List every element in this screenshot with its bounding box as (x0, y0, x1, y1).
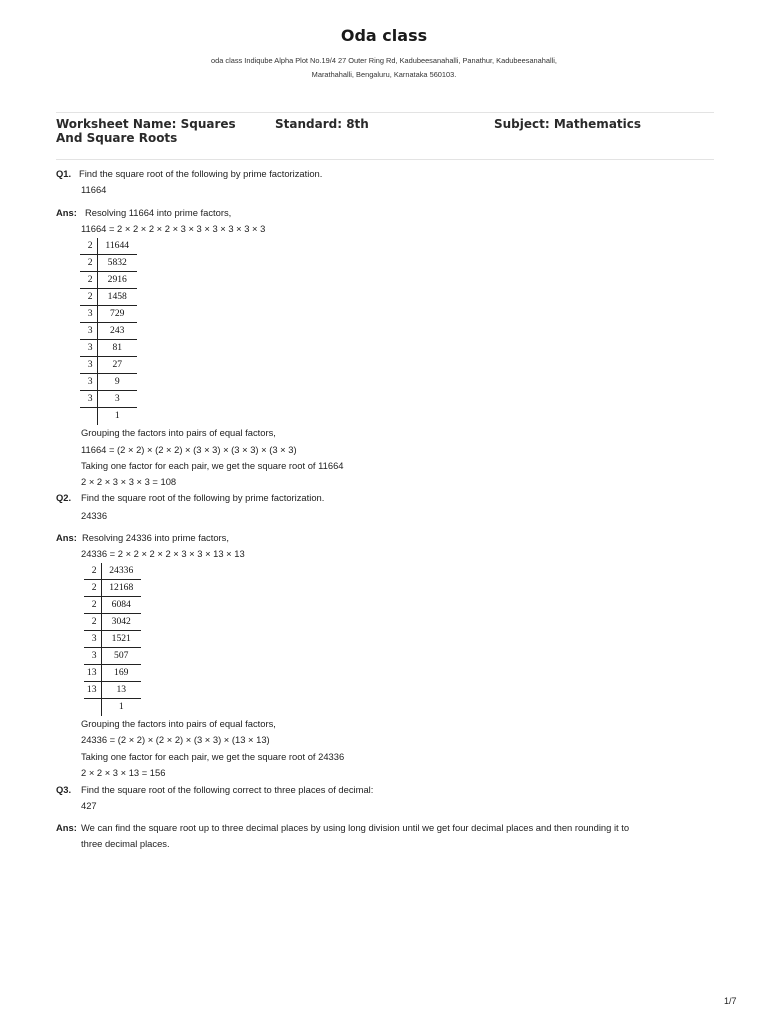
factor-row (80, 357, 137, 374)
factor-divisor: 3 (80, 306, 97, 323)
factor-row (84, 682, 141, 699)
standard-label: Standard: 8th (275, 117, 369, 131)
factor-divisor: 2 (84, 597, 101, 614)
q2-factor-table (84, 563, 141, 716)
factor-row (80, 408, 137, 425)
q1-ans-label: Ans: (56, 207, 77, 218)
q2-result: 2 × 2 × 3 × 13 = 156 (81, 767, 166, 778)
q2-grouping-eq: 24336 = (2 × 2) × (2 × 2) × (3 × 3) × (13 × 13) (81, 734, 270, 745)
q1-factor-table (80, 238, 137, 425)
q2-text: Find the square root of the following by prime factorization. (81, 492, 325, 503)
factor-divisor: 2 (84, 580, 101, 597)
factor-value: 1521 (101, 631, 141, 648)
factor-value: 9 (97, 374, 137, 391)
factor-row (84, 597, 141, 614)
factor-value: 1 (118, 701, 124, 713)
factor-row (80, 238, 137, 255)
factor-divisor: 3 (80, 323, 97, 340)
factor-value: 5832 (97, 255, 137, 272)
factor-value: 729 (97, 306, 137, 323)
q2-ans-label: Ans: (56, 532, 77, 543)
factor-divisor: 13 (84, 665, 101, 682)
factor-row (84, 563, 141, 580)
factor-row (80, 306, 137, 323)
factor-value: 11644 (97, 238, 137, 255)
factor-value: 6084 (101, 597, 141, 614)
factor-row (84, 699, 141, 716)
factor-row (80, 255, 137, 272)
q1-result: 2 × 2 × 3 × 3 × 3 = 108 (81, 476, 177, 487)
q1-text: Find the square root of the following by prime factorization. (79, 168, 323, 179)
factor-row (84, 614, 141, 631)
address-line-2: Marathahalli, Bengaluru, Karnataka 560103. (311, 70, 457, 79)
q1-taking: Taking one factor for each pair, we get the square root of 11664 (81, 460, 344, 471)
q2-number: 24336 (81, 510, 108, 521)
factor-row (80, 391, 137, 408)
factor-value: 3042 (101, 614, 141, 631)
q3-number: 427 (81, 800, 97, 811)
factor-value: 3 (97, 391, 137, 408)
factor-value: 169 (101, 665, 141, 682)
factor-divisor: 3 (80, 374, 97, 391)
factor-divisor: 3 (80, 391, 97, 408)
factor-row (80, 289, 137, 306)
q2-taking: Taking one factor for each pair, we get the square root of 24336 (81, 751, 345, 762)
factor-value: 13 (101, 682, 141, 699)
factor-value: 507 (101, 648, 141, 665)
factor-value: 1458 (97, 289, 137, 306)
factor-value: 1 (114, 410, 120, 422)
factor-divisor: 2 (80, 238, 97, 255)
q2-label: Q2. (56, 492, 72, 503)
factor-divisor: 3 (84, 631, 101, 648)
factor-divisor (84, 699, 101, 716)
school-title: Oda class (340, 26, 428, 45)
subject-label: Subject: Mathematics (494, 117, 642, 131)
factor-row (84, 580, 141, 597)
factor-divisor: 3 (84, 648, 101, 665)
worksheet-name: Worksheet Name: Squares And Square Roots (56, 117, 236, 145)
factor-divisor: 3 (80, 357, 97, 374)
top-divider (56, 112, 714, 113)
q3-ans-label: Ans: (56, 822, 77, 833)
factor-divisor: 2 (84, 563, 101, 580)
factor-row (84, 648, 141, 665)
q2-ans-intro: Resolving 24336 into prime factors, (82, 532, 229, 543)
address-line-1: oda class Indiqube Alpha Plot No.19/4 27 Outer Ring Rd, Kadubeesanahalli, Panathur, Kadubeesanahalli, (211, 56, 557, 65)
q3-ans-line-1: We can find the square root up to three decimal places by using long division until we get four decimal places and then rounding it to (81, 822, 630, 833)
bottom-divider (56, 159, 714, 160)
q2-grouping: Grouping the factors into pairs of equal factors, (81, 718, 276, 729)
q3-label: Q3. (56, 784, 72, 795)
q3-text: Find the square root of the following correct to three places of decimal: (81, 784, 374, 795)
factor-row (80, 374, 137, 391)
factor-divisor: 2 (80, 272, 97, 289)
factor-row (80, 340, 137, 357)
q1-number: 11664 (81, 184, 107, 195)
factor-row (80, 272, 137, 289)
factor-divisor (80, 408, 97, 425)
factor-value: 27 (97, 357, 137, 374)
factor-value: 24336 (101, 563, 141, 580)
q1-label: Q1. (56, 168, 72, 179)
factor-row (80, 323, 137, 340)
factor-value: 81 (97, 340, 137, 357)
q2-equation: 24336 = 2 × 2 × 2 × 2 × 3 × 3 × 13 × 13 (81, 548, 245, 559)
factor-value: 12168 (101, 580, 141, 597)
factor-divisor: 2 (80, 289, 97, 306)
factor-divisor: 13 (84, 682, 101, 699)
page-number: 1/7 (724, 996, 737, 1006)
factor-value: 2916 (97, 272, 137, 289)
q1-ans-intro: Resolving 11664 into prime factors, (85, 207, 232, 218)
q1-grouping: Grouping the factors into pairs of equal factors, (81, 427, 276, 438)
q1-grouping-eq: 11664 = (2 × 2) × (2 × 2) × (3 × 3) × (3 × 3) × (3 × 3) (81, 444, 297, 455)
q1-equation: 11664 = 2 × 2 × 2 × 2 × 3 × 3 × 3 × 3 × 3 × 3 (81, 223, 266, 234)
factor-row (84, 665, 141, 682)
factor-divisor: 2 (80, 255, 97, 272)
factor-row (84, 631, 141, 648)
factor-divisor: 2 (84, 614, 101, 631)
q3-ans-line-2: three decimal places. (81, 838, 170, 849)
factor-divisor: 3 (80, 340, 97, 357)
factor-value: 243 (97, 323, 137, 340)
